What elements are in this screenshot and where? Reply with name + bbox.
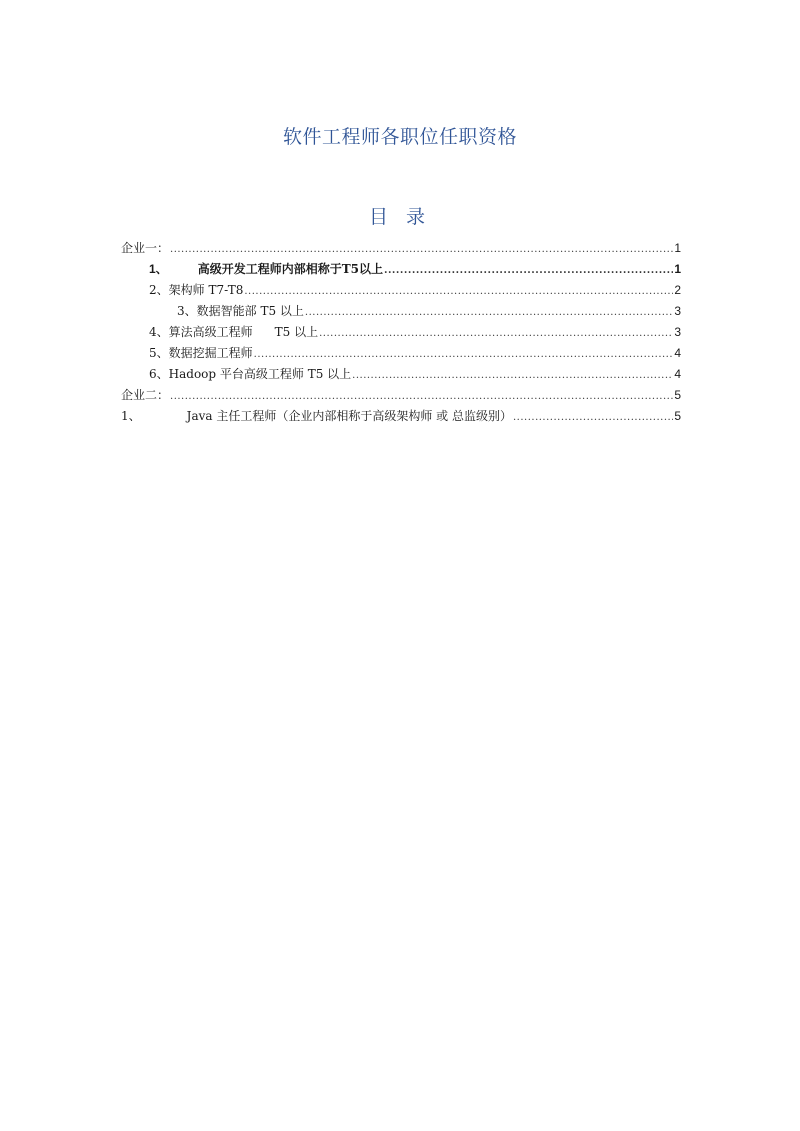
toc-entry-text: Hadoop 平台高级工程师 T5 以上 bbox=[168, 367, 352, 381]
toc-page-number: 3 bbox=[674, 325, 681, 339]
toc-page-number: 1 bbox=[674, 241, 681, 255]
toc-entry-company-2[interactable] bbox=[121, 385, 681, 406]
toc-entry-company-1[interactable] bbox=[121, 238, 681, 259]
toc-leader-dots bbox=[170, 386, 673, 407]
toc-entry-number: 1、 bbox=[121, 409, 141, 423]
toc-entry-algorithm-engineer[interactable] bbox=[121, 322, 681, 343]
toc-entry-number: 6、 bbox=[149, 367, 169, 381]
toc-leader-dots bbox=[170, 239, 673, 260]
toc-leader-dots bbox=[352, 365, 673, 386]
toc-entry-text: 架构师 T7-T8 bbox=[168, 283, 244, 297]
toc-page-number: 2 bbox=[674, 283, 681, 297]
document-title: 软件工程师各职位任职资格 bbox=[282, 126, 517, 148]
toc-entry-senior-dev-engineer[interactable] bbox=[121, 259, 681, 280]
toc-entry-text-suffix: T5 以上 bbox=[274, 325, 319, 339]
toc-leader-dots bbox=[513, 407, 673, 428]
toc-page-number: 5 bbox=[674, 409, 681, 423]
toc-leader-dots bbox=[244, 281, 673, 302]
toc-leader-dots bbox=[384, 260, 673, 281]
toc-entry-java-chief-engineer[interactable] bbox=[121, 406, 681, 427]
toc-entry-data-intelligence[interactable] bbox=[121, 301, 681, 322]
toc-entry-text: 高级开发工程师内部相称于T5以上 bbox=[197, 262, 383, 276]
toc-entry-number: 5、 bbox=[149, 346, 169, 360]
toc-entry-text: 企业一： bbox=[121, 241, 170, 255]
toc-entry-number: 1、 bbox=[149, 262, 168, 276]
toc-entry-data-mining-engineer[interactable] bbox=[121, 343, 681, 364]
toc-page-number: 4 bbox=[674, 367, 681, 381]
toc-leader-dots bbox=[254, 344, 674, 365]
table-of-contents bbox=[121, 238, 681, 427]
toc-entry-number: 2、 bbox=[149, 283, 169, 297]
toc-entry-number: 4、 bbox=[149, 325, 169, 339]
toc-entry-text: 数据智能部 T5 以上 bbox=[196, 304, 304, 318]
toc-entry-architect[interactable] bbox=[121, 280, 681, 301]
toc-entry-text: 数据挖掘工程师 bbox=[168, 346, 253, 360]
toc-entry-number: 3、 bbox=[177, 304, 197, 318]
toc-entry-hadoop-engineer[interactable] bbox=[121, 364, 681, 385]
toc-page-number: 4 bbox=[674, 346, 681, 360]
toc-entry-text: Java 主任工程师（企业内部相称于高级架构师 或 总监级别） bbox=[186, 409, 512, 423]
toc-entry-text: 企业二： bbox=[121, 388, 170, 402]
toc-leader-dots bbox=[305, 302, 673, 323]
toc-page-number: 1 bbox=[674, 262, 681, 276]
toc-page-number: 3 bbox=[674, 304, 681, 318]
toc-page-number: 5 bbox=[674, 388, 681, 402]
toc-heading: 目 录 bbox=[368, 206, 432, 228]
toc-entry-text: 算法高级工程师 bbox=[168, 325, 253, 339]
toc-leader-dots bbox=[319, 323, 673, 344]
